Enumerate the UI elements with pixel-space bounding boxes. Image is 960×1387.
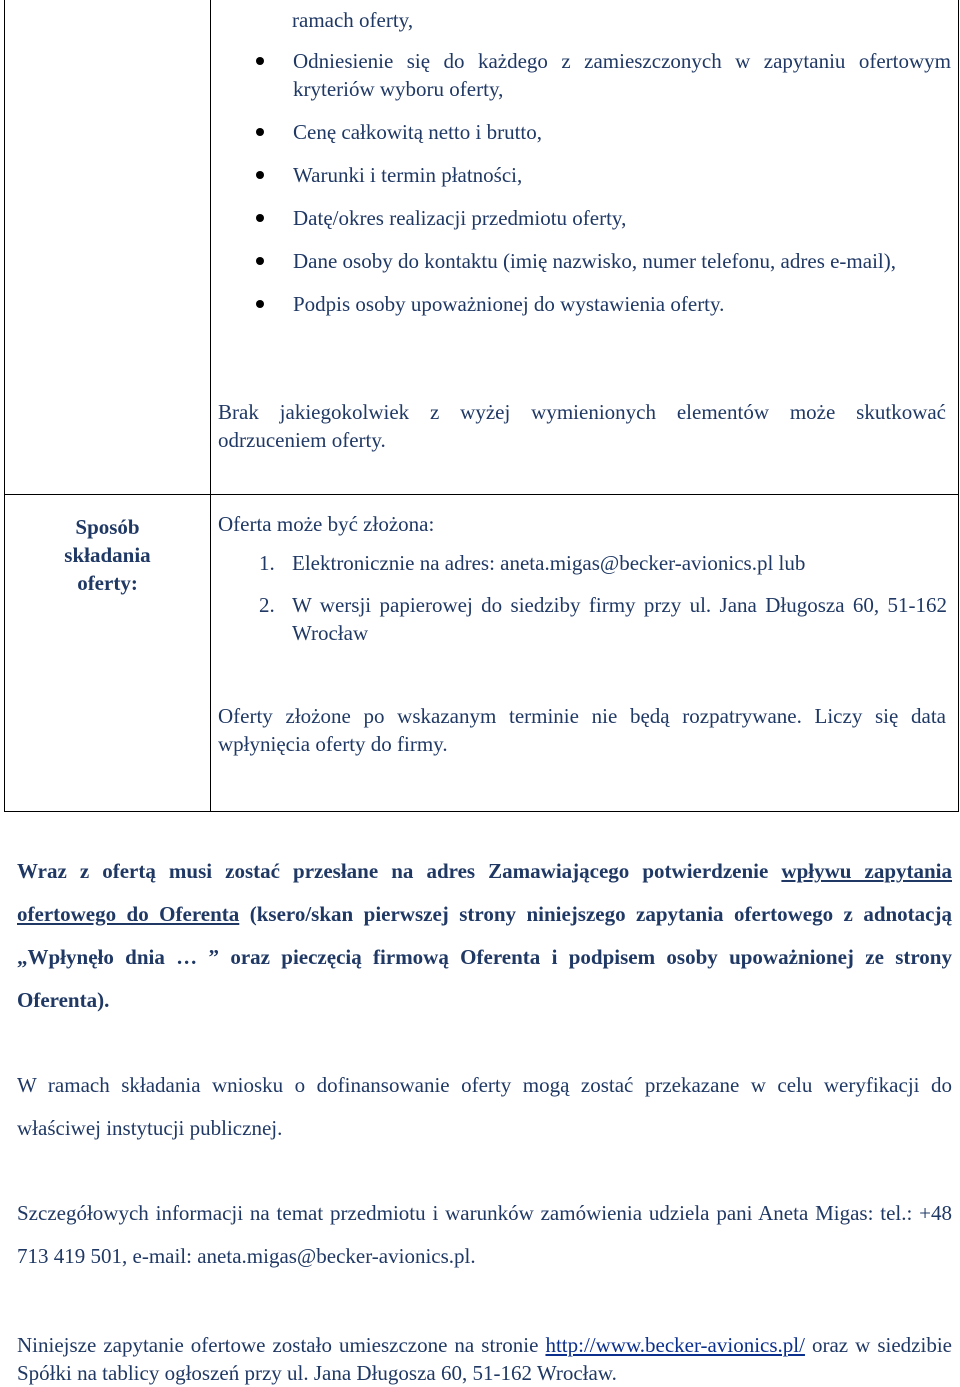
list-fragment: ramach oferty, [292, 8, 414, 32]
offer-intro: Oferta może być złożona: [218, 512, 435, 536]
bullet-icon [256, 57, 264, 65]
list-item: Odniesienie się do każdego z zamieszczonych w zapytaniu ofertowym kryteriów wyboru oferty, [251, 47, 951, 103]
required-elements-list [251, 47, 951, 333]
list-item: Podpis osoby upoważnionej do wystawienia oferty. [251, 290, 951, 318]
funding-paragraph: W ramach składania wniosku o dofinansowanie oferty mogą zostać przekazane w celu weryfikacji do właściwej instytucji publicznej. [17, 1073, 952, 1140]
submission-methods-list [259, 549, 947, 661]
row-label: Sposób składania oferty: [64, 515, 151, 595]
list-item: Dane osoby do kontaktu (imię nazwisko, numer telefonu, adres e-mail), [251, 247, 951, 275]
bullet-icon [256, 257, 264, 265]
offer-requirements-table [4, 0, 959, 812]
list-item: 1. Elektronicznie na adres: aneta.migas@becker-avionics.pl lub [259, 551, 806, 575]
list-item: 2. W wersji papierowej do siedziby firmy przy ul. Jana Długosza 60, 51-162 Wrocław [259, 593, 947, 645]
confirmation-paragraph: Wraz z ofertą musi zostać przesłane na adres Zamawiającego potwierdzenie wpływu zapytania ofertowego do Oferenta (ksero/skan pierwszej strony niniejszego zapytania ofertowego z adnotacją „Wpłynęło dnia … ” oraz pieczęcią firmową Oferenta i podpisem osoby upoważnionej ze strony Oferenta). [17, 859, 953, 1012]
table-row-divider [5, 494, 958, 495]
bullet-icon [256, 300, 264, 308]
publication-paragraph: Niniejsze zapytanie ofertowe zostało umieszczone na stronie http://www.becker-avionics.pl/ oraz w siedzibie Spółki na tablicy ogłoszeń przy ul. Jana Długosza 60, 51-162 Wrocław. [17, 1333, 952, 1385]
missing-elements-note: Brak jakiegokolwiek z wyżej wymienionych elementów może skutkować odrzuceniem oferty. [218, 400, 946, 452]
bullet-icon [256, 214, 264, 222]
list-item: Warunki i termin płatności, [251, 161, 951, 189]
contact-paragraph: Szczegółowych informacji na temat przedmiotu i warunków zamówienia udziela pani Aneta Migas: tel.: +48 713 419 501, e-mail: aneta.migas@becker-avionics.pl. [17, 1201, 952, 1268]
late-offers-note: Oferty złożone po wskazanym terminie nie będą rozpatrywane. Liczy się data wpłynięcia oferty do firmy. [218, 704, 946, 756]
table-column-divider [210, 0, 211, 811]
bullet-icon [256, 171, 264, 179]
list-item: Datę/okres realizacji przedmiotu oferty, [251, 204, 951, 232]
list-item: Cenę całkowitą netto i brutto, [251, 118, 951, 146]
website-link[interactable]: http://www.becker-avionics.pl/ [545, 1333, 805, 1357]
bullet-icon [256, 128, 264, 136]
